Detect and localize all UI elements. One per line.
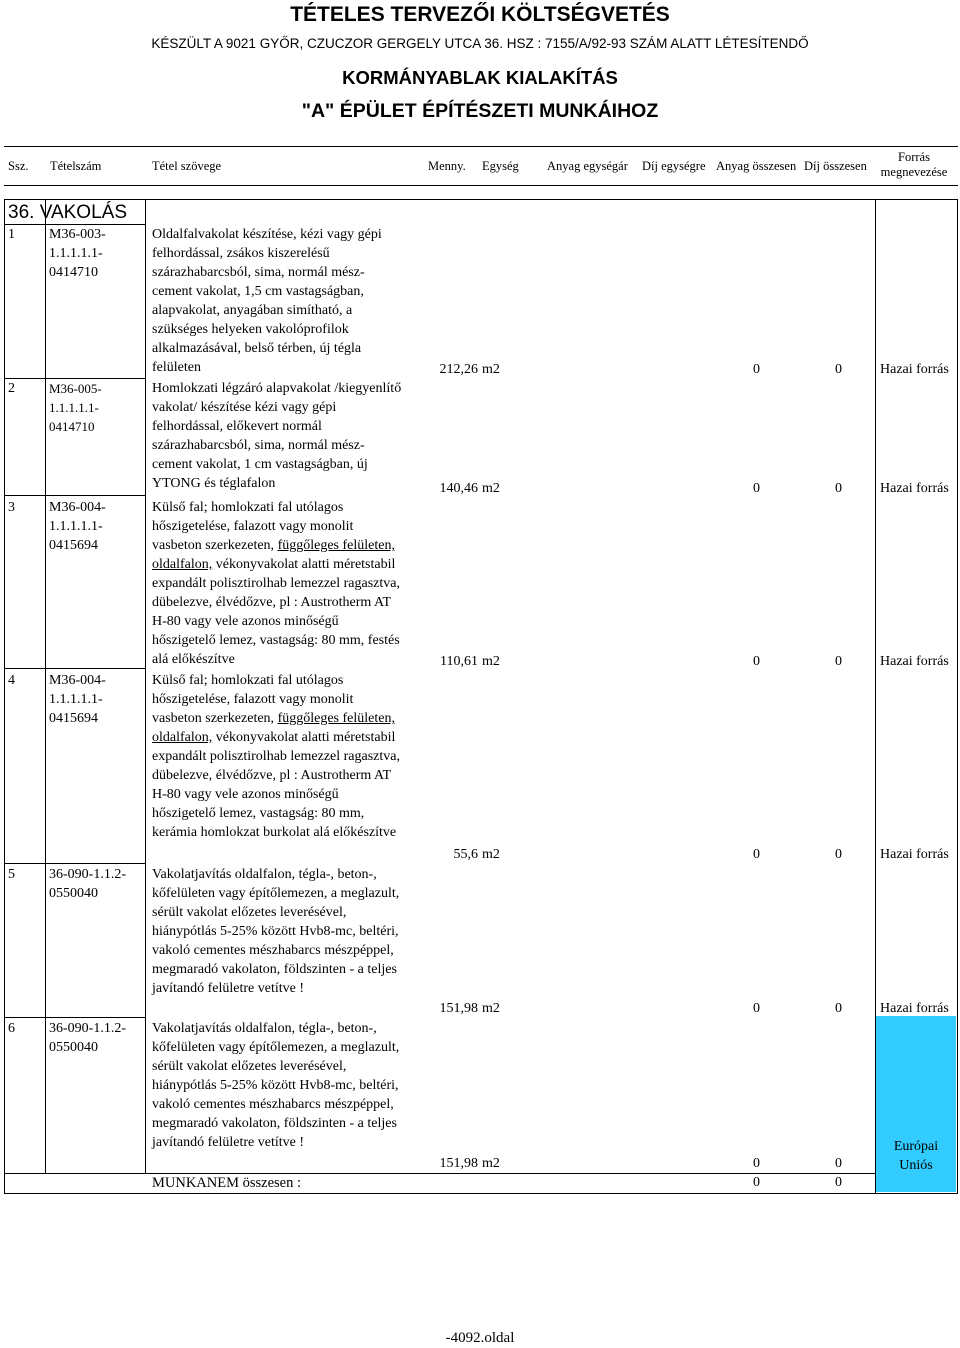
item-code: 36-090-1.1.2- 0550040 — [49, 867, 126, 901]
col-anyag-egysegar: Anyag egységár — [547, 159, 628, 173]
item-description: Oldalfalvakolat készítése, kézi vagy gépi felhordással, zsákos kiszerelésű szárazhabarcsból, sima, normál mész- cement vakolat, 1,5 cm vastagságban, alapvakolat, anyagában simítható, a szükséges helyeken vakolóprofilok alkalmazásával, belső térben, új tégla felületen — [152, 227, 382, 375]
grid-line — [145, 1173, 875, 1174]
item-dij-total: 0 — [835, 481, 842, 496]
item-description: Külső fal; homlokzati fal utólagos hőszigetelése, falazott vagy monolit vasbeton szerkezeten, függőleges felületen, oldalfalon, vékonyvakolat alatti méretstabil expandált polisztirolhab lemezzel ragasztva, dübelezve, élvédőzve, pl : Austrotherm AT H-80 vagy vele azonos minőségű hőszigetelő lemez, vastagság: 80 mm, kerámia homlokzat burkolat alá előkészítve — [152, 673, 401, 840]
grid-line — [4, 1173, 146, 1174]
item-code: M36-004- 1.1.1.1.1- 0415694 — [49, 500, 106, 553]
item-description: Homlokzati légzáró alapvakolat /kiegyenlítő vakolat/ készítése kézi vagy gépi felhordással, előkevert normál szárazhabarcsból, sima, normál mész- cement vakolat, 1 cm vastagságban, új YTONG és téglafalon — [152, 381, 402, 491]
project-title: KORMÁNYABLAK KIALAKÍTÁS — [342, 67, 618, 88]
item-description: Külső fal; homlokzati fal utólagos hőszigetelése, falazott vagy monolit vasbeton szerkezeten, függőleges felületen, oldalfalon, vékonyvakolat alatti méretstabil expandált polisztirolhab lemezzel ragasztva, dübelezve, élvédőzve, pl : Austrotherm AT H-80 vagy vele azonos minőségű hőszigetelő lemez, vastagság: 80 mm, festés alá előkészítve — [152, 500, 401, 667]
item-quantity: 151,98 — [439, 1001, 478, 1016]
item-dij-total: 0 — [835, 847, 842, 862]
grid-line — [45, 199, 46, 1174]
col-dij-egysegre: Díj egységre — [642, 159, 706, 173]
section-total-dij: 0 — [835, 1175, 842, 1190]
col-dij-osszesen: Díj összesen — [804, 159, 867, 173]
item-description: Vakolatjavítás oldalfalon, tégla-, beton-, kőfelületen vagy építőlemezen, a meglazult, sérült vakolat előzetes leverésével, hiánypótlás 5-25% között Hvb8-mc, beltéri, vakoló cementes mészhabarcs mészpéppel, megmaradó vakolaton, földszinten - a teljes javítandó felületre vetítve ! — [152, 867, 400, 996]
item-source: Hazai forrás — [880, 654, 949, 669]
item-dij-total: 0 — [835, 654, 842, 669]
item-quantity: 212,26 — [439, 362, 478, 377]
item-source: Hazai forrás — [880, 1001, 949, 1016]
item-quantity: 151,98 — [439, 1156, 478, 1171]
item-unit: m2 — [482, 847, 500, 862]
grid-line — [4, 1017, 146, 1018]
item-quantity: 110,61 — [440, 654, 478, 669]
page-number: -4092.oldal — [445, 1330, 515, 1346]
item-anyag-total: 0 — [753, 1156, 760, 1171]
col-anyag-osszesen: Anyag összesen — [716, 159, 797, 173]
section-total-label: MUNKANEM összesen : — [152, 1175, 302, 1191]
item-ssz: 1 — [8, 227, 15, 242]
grid-line — [4, 495, 146, 496]
item-unit: m2 — [482, 362, 500, 377]
col-ssz: Ssz. — [8, 159, 29, 173]
item-unit: m2 — [482, 1156, 500, 1171]
col-menny: Menny. — [428, 159, 466, 173]
column-header-row — [4, 146, 958, 186]
item-unit: m2 — [482, 481, 500, 496]
item-anyag-total: 0 — [753, 847, 760, 862]
document-title: TÉTELES TERVEZŐI KÖLTSÉGVETÉS — [290, 3, 670, 26]
item-source: Hazai forrás — [880, 847, 949, 862]
item-quantity: 140,46 — [439, 481, 478, 496]
table-frame — [4, 199, 958, 1194]
item-dij-total: 0 — [835, 1156, 842, 1171]
item-unit: m2 — [482, 654, 500, 669]
col-egyseg: Egység — [482, 159, 519, 173]
item-ssz: 3 — [8, 500, 15, 515]
item-code: 36-090-1.1.2- 0550040 — [49, 1021, 126, 1055]
item-dij-total: 0 — [835, 362, 842, 377]
section-title: 36. VAKOLÁS — [8, 202, 127, 223]
item-source: Európai Uniós — [893, 1139, 939, 1173]
item-anyag-total: 0 — [753, 1001, 760, 1016]
item-source: Hazai forrás — [880, 481, 949, 496]
item-source: Hazai forrás — [880, 362, 949, 377]
item-anyag-total: 0 — [753, 481, 760, 496]
item-ssz: 2 — [8, 381, 15, 396]
col-forras: Forrás megnevezése — [880, 150, 948, 179]
grid-line — [875, 199, 876, 1193]
grid-line — [4, 668, 146, 669]
item-ssz: 6 — [8, 1021, 15, 1036]
grid-line — [4, 863, 146, 864]
col-tetelszam: Tételszám — [50, 159, 102, 173]
item-code: M36-003- 1.1.1.1.1- 0414710 — [49, 227, 106, 280]
item-anyag-total: 0 — [753, 654, 760, 669]
item-code: M36-005- 1.1.1.1.1- 0414710 — [49, 381, 102, 434]
col-szoveg: Tétel szövege — [152, 159, 222, 173]
item-description: Vakolatjavítás oldalfalon, tégla-, beton-, kőfelületen vagy építőlemezen, a meglazult, sérült vakolat előzetes leverésével, hiánypótlás 5-25% között Hvb8-mc, beltéri, vakoló cementes mészhabarcs mészpéppel, megmaradó vakolaton, földszinten - a teljes javítandó felületre vetítve ! — [152, 1021, 400, 1150]
document-subtitle: KÉSZÜLT A 9021 GYŐR, CZUCZOR GERGELY UTCA 36. HSZ : 7155/A/92-93 SZÁM ALATT LÉTESÍTENDŐ — [151, 36, 809, 51]
item-ssz: 5 — [8, 867, 15, 882]
item-unit: m2 — [482, 1001, 500, 1016]
item-code: M36-004- 1.1.1.1.1- 0415694 — [49, 673, 106, 726]
grid-line — [145, 199, 146, 1174]
project-subtitle: "A" ÉPÜLET ÉPÍTÉSZETI MUNKÁIHOZ — [301, 100, 659, 122]
section-total-anyag: 0 — [753, 1175, 760, 1190]
item-dij-total: 0 — [835, 1001, 842, 1016]
item-ssz: 4 — [8, 673, 15, 688]
item-anyag-total: 0 — [753, 362, 760, 377]
item-quantity: 55,6 — [453, 847, 478, 862]
